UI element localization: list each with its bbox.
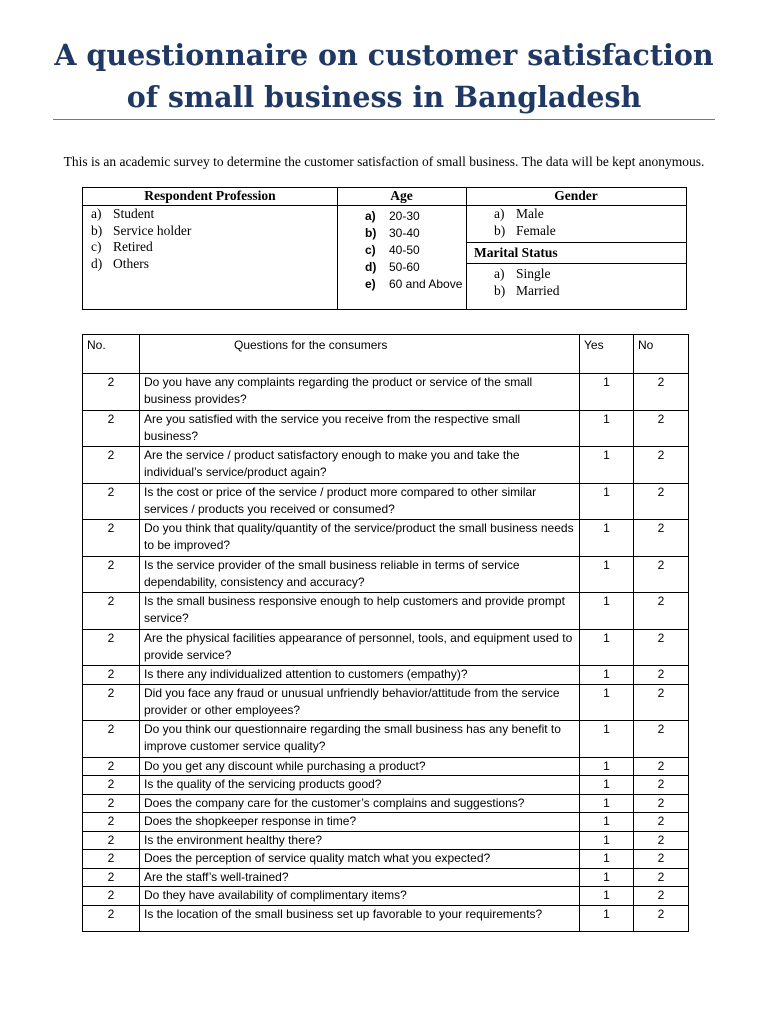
question-text: Does the shopkeeper response in time?	[140, 813, 580, 832]
question-row	[83, 483, 689, 520]
option-marker: c)	[365, 243, 376, 257]
answer-no-code: 2	[634, 887, 689, 906]
question-row	[83, 447, 689, 484]
answer-no-code: 2	[634, 483, 689, 520]
option-text: Student	[113, 206, 155, 221]
answer-yes-code: 1	[580, 757, 634, 776]
question-number: 2	[83, 757, 140, 776]
option-item	[337, 259, 466, 276]
question-number: 2	[83, 447, 140, 484]
answer-yes-code: 1	[580, 794, 634, 813]
answer-no-code: 2	[634, 813, 689, 832]
question-text: Are the service / product satisfactory enough to make you and take the individual’s service/product again?	[140, 447, 580, 484]
option-marker: d)	[91, 255, 103, 271]
answer-no-code: 2	[634, 850, 689, 869]
page-title	[0, 34, 768, 118]
question-row	[83, 868, 689, 887]
option-text: Retired	[113, 239, 153, 254]
title-line-1: A questionnaire on customer satisfaction	[54, 38, 714, 72]
answer-no-code: 2	[634, 520, 689, 557]
age-options	[337, 206, 466, 310]
question-number: 2	[83, 520, 140, 557]
option-text: Others	[113, 255, 149, 271]
answer-yes-code: 1	[580, 629, 634, 666]
answer-no-code: 2	[634, 666, 689, 685]
profession-header: Respondent Profession	[83, 188, 337, 206]
answer-no-code: 2	[634, 831, 689, 850]
question-number: 2	[83, 813, 140, 832]
option-item	[466, 266, 686, 283]
profession-option	[83, 206, 337, 223]
question-number: 2	[83, 666, 140, 685]
header-no: No.	[83, 335, 140, 374]
demographics-table	[82, 187, 687, 310]
question-row	[83, 629, 689, 666]
answer-no-code: 2	[634, 684, 689, 721]
question-text: Do they have availability of complimentary items?	[140, 887, 580, 906]
answer-no-code: 2	[634, 794, 689, 813]
question-number: 2	[83, 684, 140, 721]
answer-yes-code: 1	[580, 776, 634, 795]
option-text: 40-50	[389, 243, 420, 257]
option-text: Service holder	[113, 222, 192, 238]
option-item	[337, 225, 466, 242]
intro-text: This is an academic survey to determine the customer satisfaction of small business. The data will be kept anonymous.	[63, 154, 705, 169]
question-row	[83, 684, 689, 721]
profession-column	[83, 188, 338, 309]
question-number: 2	[83, 593, 140, 630]
option-text: Female	[516, 222, 556, 238]
question-text: Do you think our questionnaire regarding the small business has any benefit to improve customer service quality?	[140, 721, 580, 758]
option-marker: c)	[91, 239, 102, 254]
option-marker: a)	[365, 209, 376, 223]
answer-yes-code: 1	[580, 556, 634, 593]
question-number: 2	[83, 629, 140, 666]
question-text: Do you have any complaints regarding the product or service of the small business provides?	[140, 374, 580, 411]
question-row	[83, 556, 689, 593]
question-text: Is the quality of the servicing products good?	[140, 776, 580, 795]
age-header: Age	[337, 188, 466, 206]
questions-header-row	[83, 335, 689, 374]
question-row	[83, 776, 689, 795]
option-marker: a)	[91, 206, 102, 221]
title-divider	[53, 119, 715, 120]
question-text: Is the service provider of the small business reliable in terms of service dependability, consistency and accuracy?	[140, 556, 580, 593]
question-row	[83, 850, 689, 869]
option-item	[466, 223, 686, 240]
question-row	[83, 666, 689, 685]
question-row	[83, 757, 689, 776]
question-number: 2	[83, 721, 140, 758]
question-text: Is the environment healthy there?	[140, 831, 580, 850]
answer-yes-code: 1	[580, 483, 634, 520]
answer-yes-code: 1	[580, 887, 634, 906]
question-text: Are the physical facilities appearance of personnel, tools, and equipment used to provide service?	[140, 629, 580, 666]
option-text: 20-30	[389, 209, 420, 223]
answer-yes-code: 1	[580, 850, 634, 869]
option-marker: a)	[494, 206, 505, 221]
header-no-answer: No	[634, 335, 689, 374]
option-item	[337, 276, 466, 310]
option-marker: b)	[365, 226, 377, 240]
answer-yes-code: 1	[580, 410, 634, 447]
question-number: 2	[83, 483, 140, 520]
question-text: Is the location of the small business set up favorable to your requirements?	[140, 905, 580, 931]
option-marker: b)	[494, 282, 506, 298]
option-marker: b)	[91, 222, 103, 238]
answer-yes-code: 1	[580, 831, 634, 850]
question-number: 2	[83, 868, 140, 887]
option-item	[466, 283, 686, 300]
gender-header: Gender	[466, 188, 686, 206]
profession-option	[83, 223, 337, 240]
question-row	[83, 905, 689, 931]
answer-no-code: 2	[634, 629, 689, 666]
answer-yes-code: 1	[580, 666, 634, 685]
answer-yes-code: 1	[580, 868, 634, 887]
question-text: Did you face any fraud or unusual unfriendly behavior/attitude from the service provider or other employees?	[140, 684, 580, 721]
age-column	[337, 188, 467, 309]
option-text: 60 and Above	[389, 277, 463, 291]
marital-options	[466, 264, 686, 299]
question-row	[83, 831, 689, 850]
answer-yes-code: 1	[580, 374, 634, 411]
question-number: 2	[83, 831, 140, 850]
question-row	[83, 721, 689, 758]
answer-yes-code: 1	[580, 593, 634, 630]
gender-options	[466, 206, 686, 239]
option-item	[337, 242, 466, 259]
question-row	[83, 813, 689, 832]
answer-no-code: 2	[634, 721, 689, 758]
answer-no-code: 2	[634, 447, 689, 484]
option-text: Married	[516, 282, 560, 298]
question-number: 2	[83, 794, 140, 813]
answer-yes-code: 1	[580, 447, 634, 484]
question-number: 2	[83, 850, 140, 869]
question-text: Is the small business responsive enough to help customers and provide prompt service?	[140, 593, 580, 630]
profession-option	[83, 239, 337, 256]
option-text: 50-60	[389, 260, 420, 274]
question-row	[83, 374, 689, 411]
answer-no-code: 2	[634, 776, 689, 795]
question-number: 2	[83, 905, 140, 931]
gender-marital-column	[466, 188, 686, 309]
question-text: Does the company care for the customer’s complains and suggestions?	[140, 794, 580, 813]
answer-no-code: 2	[634, 556, 689, 593]
question-row	[83, 410, 689, 447]
marital-status-header: Marital Status	[466, 242, 686, 264]
question-number: 2	[83, 410, 140, 447]
question-row	[83, 887, 689, 906]
answer-no-code: 2	[634, 757, 689, 776]
answer-no-code: 2	[634, 374, 689, 411]
title-line-2: of small business in Bangladesh	[126, 80, 642, 114]
question-text: Are you satisfied with the service you receive from the respective small business?	[140, 410, 580, 447]
question-text: Are the staff’s well-trained?	[140, 868, 580, 887]
question-number: 2	[83, 374, 140, 411]
question-row	[83, 520, 689, 557]
answer-no-code: 2	[634, 905, 689, 931]
option-marker: a)	[494, 266, 505, 281]
question-text: Is there any individualized attention to customers (empathy)?	[140, 666, 580, 685]
question-text: Is the cost or price of the service / product more compared to other similar services / products you received or consumed?	[140, 483, 580, 520]
option-marker: d)	[365, 260, 377, 274]
option-marker: b)	[494, 222, 506, 238]
option-item	[337, 208, 466, 225]
answer-no-code: 2	[634, 593, 689, 630]
profession-option	[83, 256, 337, 273]
option-text: Single	[516, 266, 551, 281]
question-number: 2	[83, 556, 140, 593]
question-number: 2	[83, 776, 140, 795]
option-marker: e)	[365, 277, 376, 291]
answer-no-code: 2	[634, 868, 689, 887]
question-number: 2	[83, 887, 140, 906]
question-text: Do you think that quality/quantity of the service/product the small business needs to be improved?	[140, 520, 580, 557]
answer-no-code: 2	[634, 410, 689, 447]
option-text: 30-40	[389, 226, 420, 240]
answer-yes-code: 1	[580, 721, 634, 758]
questions-body	[83, 374, 689, 932]
header-question: Questions for the consumers	[140, 335, 580, 374]
option-text: Male	[516, 206, 544, 221]
question-row	[83, 794, 689, 813]
questions-table	[82, 334, 689, 932]
question-text: Does the perception of service quality match what you expected?	[140, 850, 580, 869]
option-item	[466, 206, 686, 223]
question-row	[83, 593, 689, 630]
answer-yes-code: 1	[580, 905, 634, 931]
profession-options	[83, 206, 337, 272]
answer-yes-code: 1	[580, 520, 634, 557]
answer-yes-code: 1	[580, 684, 634, 721]
question-text: Do you get any discount while purchasing a product?	[140, 757, 580, 776]
header-yes: Yes	[580, 335, 634, 374]
answer-yes-code: 1	[580, 813, 634, 832]
